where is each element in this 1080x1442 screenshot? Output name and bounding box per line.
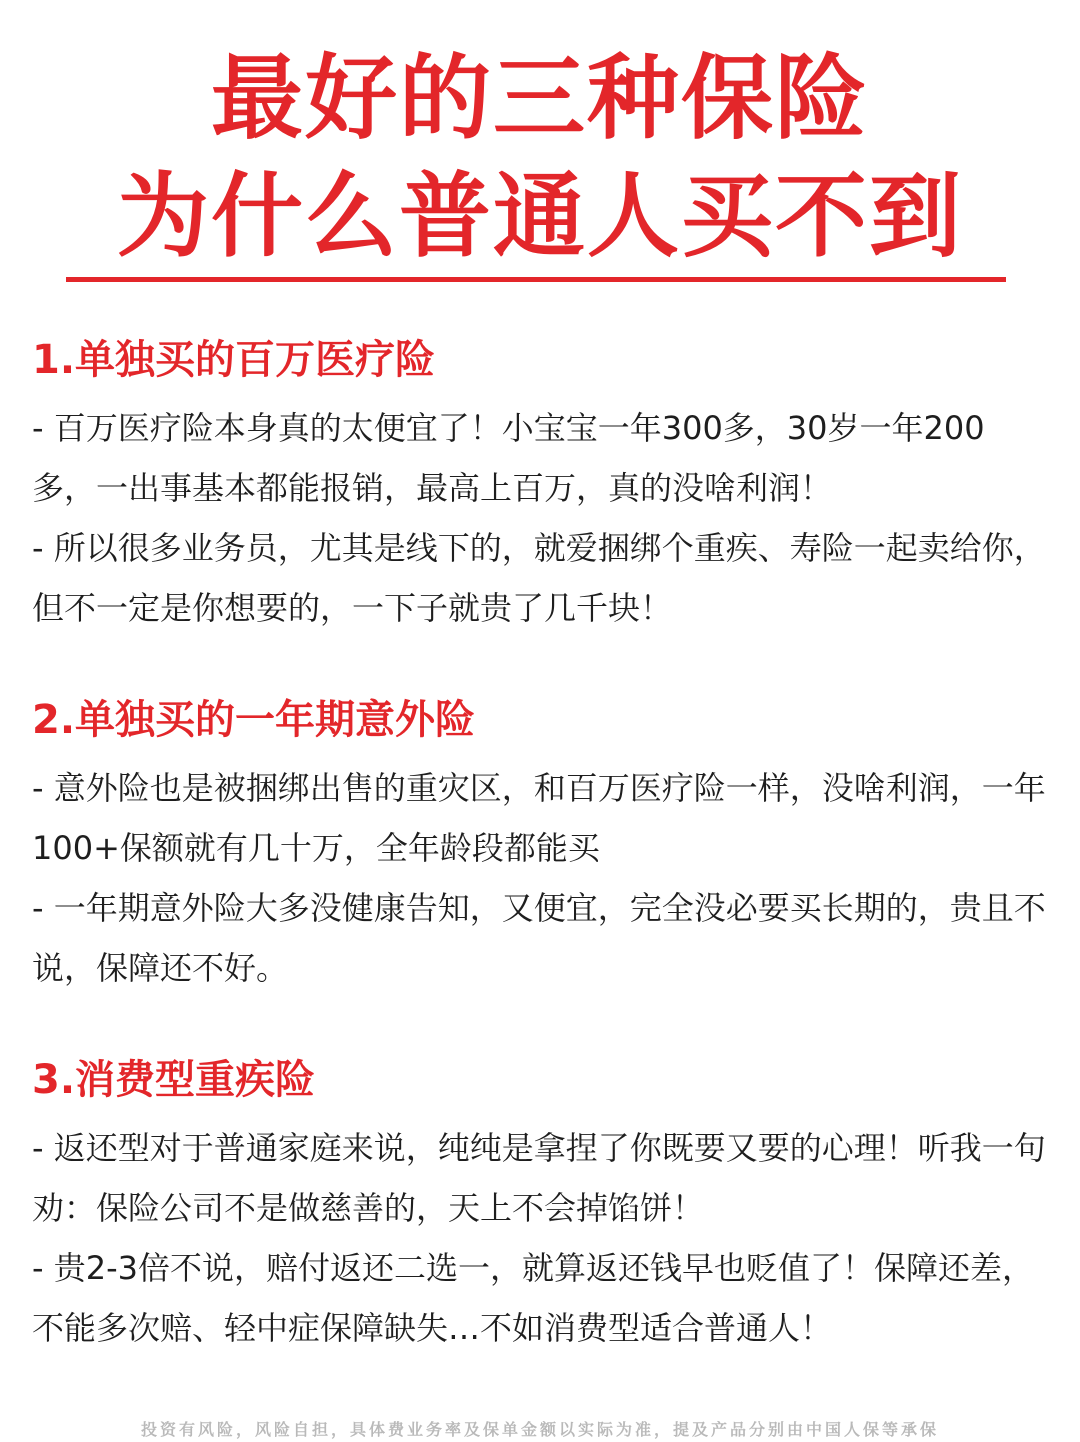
section-3 (32, 1052, 1048, 1358)
bullet-paragraph: - 所以很多业务员，尤其是线下的，就爱捆绑个重疾、寿险一起卖给你，但不一定是你想要的，一下子就贵了几千块！ (32, 529, 1046, 627)
bullet-paragraph: - 百万医疗险本身真的太便宜了！小宝宝一年300多，30岁一年200多，一出事基本都能报销，最高上百万，真的没啥利润！ (32, 409, 985, 507)
section-heading: 3.消费型重疾险 (32, 1057, 316, 1103)
title-line-2: 为什么普通人买不到 (116, 163, 963, 270)
section-heading: 2.单独买的一年期意外险 (32, 697, 476, 743)
bullet-paragraph: - 意外险也是被捆绑出售的重灾区，和百万医疗险一样，没啥利润，一年100+保额就有几十万，全年龄段都能买 (32, 769, 1046, 867)
bullet-paragraph: - 返还型对于普通家庭来说，纯纯是拿捏了你既要又要的心理！听我一句劝：保险公司不是做慈善的，天上不会掉馅饼！ (32, 1129, 1046, 1227)
bullet-paragraph: - 一年期意外险大多没健康告知，又便宜，完全没必要买长期的，贵且不说，保障还不好。 (32, 889, 1046, 987)
section-1 (32, 332, 1048, 638)
title-divider (66, 277, 1006, 282)
title-line-1: 最好的三种保险 (210, 45, 869, 152)
section-heading: 1.单独买的百万医疗险 (32, 337, 436, 383)
bullet-paragraph: - 贵2-3倍不说，赔付返还二选一，就算返还钱早也贬值了！保障还差，不能多次赔、轻中症保障缺失…不如消费型适合普通人！ (32, 1249, 1034, 1347)
section-2 (32, 692, 1048, 998)
disclaimer-text: 投资有风险，风险自担，具体费业务率及保单金额以实际为准，提及产品分别由中国人保等承保 (140, 1420, 939, 1439)
page-title (0, 40, 1080, 276)
